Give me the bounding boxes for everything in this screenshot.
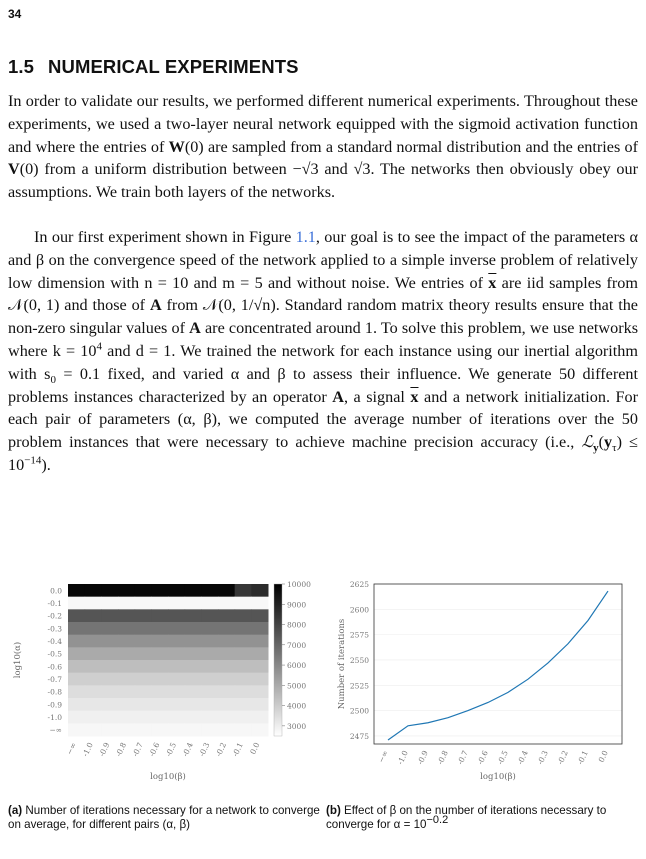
heatmap-cell [85,609,102,622]
heatmap-cell [151,635,168,648]
heatmap-cell [235,660,252,673]
heatmap-cell [68,609,85,622]
heatmap-cell [101,698,118,711]
heatmap-cell [251,723,268,736]
heatmap-cell [68,597,85,610]
heatmap-cell [135,597,152,610]
heatmap-cell [151,609,168,622]
heatmap-x-tick-label: -0.4 [180,741,195,758]
colorbar-tick-label: 5000 [287,681,307,691]
heatmap-cell [118,698,135,711]
heatmap-cell [185,597,202,610]
heatmap-cell [68,698,85,711]
line-x-tick-label: −∞ [376,749,390,765]
heatmap-cell [85,685,102,698]
heatmap-cell [151,647,168,660]
heatmap-cell [101,723,118,736]
heatmap-cell [185,647,202,660]
heatmap-y-tick-label: -0.7 [47,675,62,684]
heatmap-cell [201,635,218,648]
heatmap-y-tick-label: -0.1 [47,599,62,608]
line-x-tick-label: -0.4 [515,749,530,766]
heatmap-cell [118,647,135,660]
heatmap-cell [235,647,252,660]
colorbar-tick-label: 9000 [287,600,307,610]
heatmap-cell [151,685,168,698]
line-x-tick-label: -0.2 [555,749,570,766]
heatmap-y-tick-label: -0.8 [47,687,62,697]
heatmap-cell [185,685,202,698]
line-y-tick-label: 2625 [349,580,369,589]
heatmap-y-tick-label: 0.0 [50,586,62,596]
heatmap-x-axis-label: log10(β) [150,772,186,782]
heatmap-cell [201,685,218,698]
heatmap-cell [101,647,118,660]
heatmap-cell [218,584,235,597]
heatmap-y-tick-label: -1.0 [47,713,62,722]
heatmap-cell [235,685,252,698]
heatmap-cell [235,698,252,711]
heatmap-cell [101,609,118,622]
line-y-tick-label: 2600 [349,605,369,615]
heatmap-cell [85,698,102,711]
heatmap-cell [85,584,102,597]
line-x-tick-label: -0.6 [475,749,490,766]
heatmap-cell [118,711,135,724]
heatmap-cell [251,647,268,660]
heatmap-cell [218,647,235,660]
heatmap-cell [218,660,235,673]
heatmap-cell [201,609,218,622]
heatmap-y-tick-label: -0.2 [47,611,62,621]
section-number: 1.5 [8,56,35,77]
heatmap-cell [118,584,135,597]
heatmap-cell [235,609,252,622]
heatmap-chart [8,576,328,786]
heatmap-y-axis-label: log10(α) [13,641,23,679]
line-x-tick-label: -0.3 [535,749,550,766]
heatmap-cell [68,673,85,686]
iterations-series-line [388,591,608,740]
heatmap-y-tick-label: -0.9 [47,700,62,710]
heatmap-cell [235,597,252,610]
heatmap-cell [168,647,185,660]
section-heading [8,56,299,78]
figure-reference-link[interactable]: 1.1 [295,228,316,246]
heatmap-cell [185,711,202,724]
heatmap-cell [251,597,268,610]
heatmap-cell [151,723,168,736]
section-title: NUMERICAL EXPERIMENTS [48,56,299,77]
heatmap-cell [118,673,135,686]
heatmap-cell [218,609,235,622]
heatmap-x-tick-label: -0.7 [130,741,145,758]
heatmap-cell [151,711,168,724]
heatmap-cell [201,647,218,660]
heatmap-x-tick-label: -0.8 [113,741,129,758]
heatmap-cell [68,647,85,660]
heatmap-y-tick-label: -0.5 [47,649,62,659]
heatmap-cell [85,660,102,673]
heatmap-cell [168,723,185,736]
line-plot-frame [374,584,622,744]
heatmap-cell [168,660,185,673]
heatmap-cell [218,698,235,711]
heatmap-cell [218,673,235,686]
heatmap-cell [168,597,185,610]
colorbar-tick-label: 7000 [287,640,307,650]
heatmap-cell [201,597,218,610]
colorbar-tick-label: 3000 [287,721,307,731]
line-x-tick-label: -0.5 [495,749,510,766]
heatmap-cell [151,660,168,673]
heatmap-cell [151,597,168,610]
heatmap-cell [151,673,168,686]
heatmap-cell [251,660,268,673]
heatmap-cell [85,635,102,648]
heatmap-cell [201,660,218,673]
line-x-tick-label: -1.0 [395,749,410,766]
heatmap-cell [151,622,168,635]
heatmap-cell [85,711,102,724]
paragraph-2: In our first experiment shown in Figure 1.1, our goal is to see the impact of the parameters α and β on the convergence speed of the network applied to a simple inverse problem of relatively low dimension with n = 10 and m = 5 and without noise. We entries of $\overline{x}$ are iid samples from 𝒩(0, 1) and those of A from 𝒩(0, 1/√n). Standard random matrix theory results ensure that the non-zero singular values of A are concentrated around 1. To solve this problem, we use networks where $k = 10^4$ and d = 1. We trained the network for each instance using our inertial algorithm with $s_0 = 0.1$ fixed, and varied α and β to assess their influence. We generate 50 different problems instances characterized by an operator A, a signal $\overline{x}$ and a network initialization. For each pair of parameters (α, β), we computed the average number of iterations over the 50 problem instances that were necessary to achieve machine precision accuracy (i.e., $ℒ_y(y_\tau) \le 10^{-14}$). [8,228,639,474]
heatmap-cell [118,609,135,622]
heatmap-cell [135,635,152,648]
heatmap-cell [201,698,218,711]
heatmap-cell [185,609,202,622]
heatmap-cell [218,711,235,724]
heatmap-cell [218,622,235,635]
colorbar-tick-label: 6000 [287,661,307,671]
heatmap-cell [118,723,135,736]
heatmap-cell [101,685,118,698]
heatmap-y-tick-label: -0.6 [47,662,62,672]
caption-b: (b) Effect of β on the number of iterations necessary to converge for $\alpha = 10^{-0.2}$ [326,804,607,831]
heatmap-cell [168,622,185,635]
heatmap-cell [201,584,218,597]
line-x-tick-label: 0.0 [596,749,610,764]
heatmap-cell [68,622,85,635]
line-y-tick-label: 2475 [349,731,369,741]
heatmap-cell [68,584,85,597]
heatmap-y-tick-label: −∞ [49,725,62,735]
heatmap-x-tick-label: -0.2 [213,741,229,758]
heatmap-cell [135,723,152,736]
heatmap-cell [135,584,152,597]
heatmap-cell [168,609,185,622]
heatmap-cell [185,584,202,597]
heatmap-cell [218,635,235,648]
heatmap-cell [151,584,168,597]
heatmap-cell [118,622,135,635]
heatmap-cell [185,622,202,635]
line-x-tick-label: -0.1 [575,749,590,766]
heatmap-cell [168,711,185,724]
paragraph-1: In order to validate our results, we performed different numerical experiments. Throughout these experiments, we used a two-layer neural network equipped with the sigmoid activation function and where the entries of W(0) are sampled from a standard normal distribution and the entries of V(0) from a uniform distribution between −√3 and √3. The networks then obviously obey our assumptions. We train both layers of the networks. [8,92,638,202]
heatmap-cell [85,647,102,660]
heatmap-cell [251,635,268,648]
heatmap-cell [168,584,185,597]
heatmap-cell [201,723,218,736]
heatmap-cell [85,597,102,610]
heatmap-cell [101,635,118,648]
heatmap-cell [235,673,252,686]
heatmap-x-tick-label: -1.0 [80,741,95,758]
heatmap-cell [201,622,218,635]
heatmap-cell [135,711,152,724]
heatmap-cell [135,660,152,673]
heatmap-cell [101,711,118,724]
heatmap-cell [118,635,135,648]
heatmap-cell [185,698,202,711]
heatmap-cell [251,584,268,597]
heatmap-cell [218,723,235,736]
line-x-axis-label: log10(β) [480,772,516,782]
heatmap-cell [85,723,102,736]
heatmap-cell [185,673,202,686]
heatmap-cell [185,635,202,648]
line-y-axis-label: Number of iterations [337,618,347,710]
heatmap-cell [251,711,268,724]
heatmap-cell [168,673,185,686]
heatmap-cell [101,660,118,673]
heatmap-cell [68,723,85,736]
heatmap-cell [218,685,235,698]
heatmap-cell [101,584,118,597]
heatmap-cell [85,622,102,635]
colorbar-tick-label: 8000 [287,620,307,630]
heatmap-cell [251,685,268,698]
heatmap-y-tick-label: -0.4 [47,637,62,646]
heatmap-y-tick-label: -0.3 [47,624,62,634]
line-y-tick-label: 2550 [349,655,369,665]
heatmap-cell [68,711,85,724]
heatmap-cell [151,698,168,711]
heatmap-x-tick-label: -0.5 [163,741,179,758]
heatmap-cell [118,685,135,698]
heatmap-colorbar [274,584,282,736]
line-x-tick-label: -0.8 [435,749,450,766]
heatmap-cell [68,635,85,648]
heatmap-cell [101,622,118,635]
heatmap-cell [218,597,235,610]
heatmap-cell [168,698,185,711]
heatmap-cell [118,660,135,673]
heatmap-cell [168,635,185,648]
heatmap-cell [68,660,85,673]
heatmap-cell [101,673,118,686]
heatmap-cell [85,673,102,686]
line-x-tick-label: -0.9 [415,749,430,766]
heatmap-cell [201,673,218,686]
heatmap-cell [168,685,185,698]
heatmap-cell [201,711,218,724]
heatmap-x-tick-label: 0.0 [248,741,262,756]
caption-a: (a) Number of iterations necessary for a network to converge on average, for different pairs (α, β) [8,804,320,831]
heatmap-cell [235,711,252,724]
heatmap-cell [235,635,252,648]
heatmap-cell [135,698,152,711]
heatmap-cell [135,647,152,660]
heatmap-x-tick-label: -0.9 [97,741,112,758]
heatmap-cell [251,698,268,711]
line-chart [334,576,634,786]
heatmap-cell [185,723,202,736]
heatmap-cell [235,723,252,736]
heatmap-x-tick-label: -0.3 [197,741,212,758]
heatmap-cell [118,597,135,610]
heatmap-cell [185,660,202,673]
heatmap-cell [135,673,152,686]
colorbar-tick-label: 10000 [287,580,311,589]
line-y-tick-label: 2500 [349,706,369,716]
heatmap-cell [135,685,152,698]
line-x-tick-label: -0.7 [455,749,470,766]
line-y-tick-label: 2525 [349,681,369,691]
heatmap-cell [251,673,268,686]
heatmap-cell [251,622,268,635]
heatmap-x-tick-label: -0.6 [147,741,162,758]
line-y-tick-label: 2575 [349,630,369,640]
heatmap-cell [235,622,252,635]
heatmap-x-tick-label: -0.1 [230,741,245,758]
heatmap-cell [135,609,152,622]
heatmap-x-tick-label: −∞ [64,741,79,757]
colorbar-tick-label: 4000 [287,701,307,711]
heatmap-cell [251,609,268,622]
page-number: 34 [8,7,22,21]
heatmap-cell [135,622,152,635]
heatmap-cell [101,597,118,610]
heatmap-cell [235,584,252,597]
heatmap-cell [68,685,85,698]
